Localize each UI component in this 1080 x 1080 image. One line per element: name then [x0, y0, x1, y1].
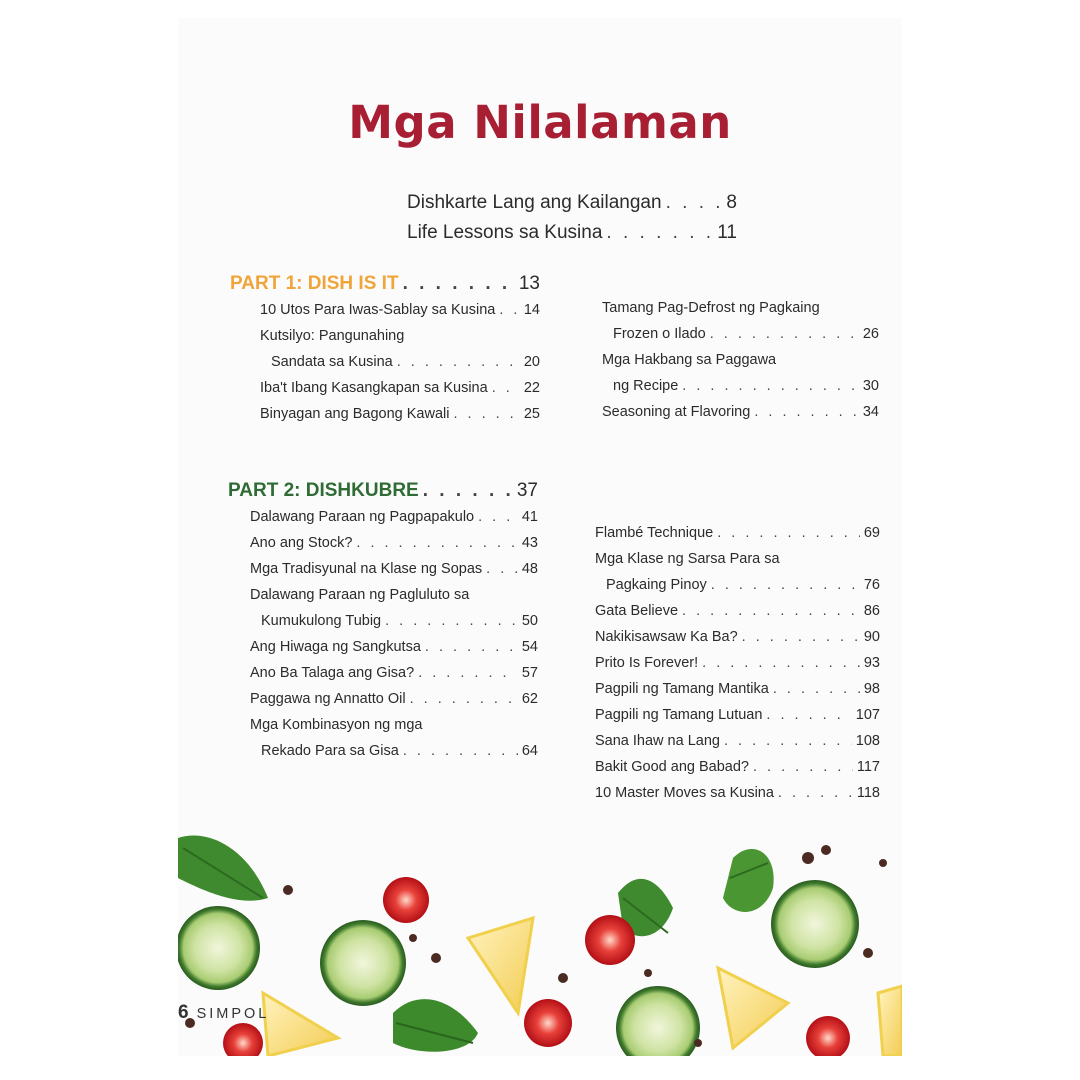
- toc-entry: [407, 188, 737, 218]
- dot-leader: [666, 188, 723, 218]
- chili-slice-icon: [383, 877, 429, 923]
- toc-entry-label: Sandata sa Kusina: [271, 354, 393, 370]
- toc-entry-page: 107: [855, 707, 880, 723]
- part2-left-list: [250, 504, 538, 764]
- lemon-wedge-icon: [263, 993, 338, 1056]
- dot-leader: [717, 520, 860, 546]
- toc-entry-label: 10 Master Moves sa Kusina: [595, 785, 774, 801]
- toc-entry-page: 86: [863, 603, 880, 619]
- toc-entry-page: 117: [856, 759, 880, 775]
- toc-entry: [602, 399, 879, 425]
- toc-entry-page: 54: [521, 639, 538, 655]
- dot-leader: [773, 676, 860, 702]
- toc-entry-label: Nakikisawsaw Ka Ba?: [595, 629, 738, 645]
- parsley-leaf-icon: [178, 836, 268, 901]
- toc-entry-label: Binyagan ang Bagong Kawali: [260, 406, 450, 422]
- toc-entry-page: 41: [521, 509, 538, 525]
- dot-leader: [397, 349, 520, 375]
- part-heading-page: 37: [516, 480, 538, 501]
- toc-entry: [595, 780, 880, 806]
- dot-leader: [425, 634, 518, 660]
- toc-entry-page: 108: [855, 733, 880, 749]
- toc-entry-label: Dalawang Paraan ng Pagpapakulo: [250, 509, 475, 525]
- toc-entry-page: 57: [521, 665, 538, 681]
- part2-section: [228, 478, 538, 764]
- part2-right-list: [595, 520, 880, 806]
- toc-entry-label: Tamang Pag-Defrost ng Pagkaing: [602, 300, 820, 316]
- toc-entry: [602, 321, 879, 347]
- dot-leader: [486, 556, 518, 582]
- lemon-wedge-icon: [718, 968, 788, 1048]
- dot-leader: [606, 218, 713, 248]
- dot-leader: [724, 728, 852, 754]
- toc-entry-label: Ano Ba Talaga ang Gisa?: [250, 665, 415, 681]
- toc-entry-label: Prito Is Forever!: [595, 655, 699, 671]
- toc-entry-page: 8: [726, 192, 737, 213]
- dot-leader: [710, 321, 859, 347]
- page-title: Mga Nilalaman: [348, 96, 732, 149]
- dot-leader: [403, 738, 518, 764]
- page-number: 6: [178, 1002, 189, 1023]
- toc-entry-label: Kutsilyo: Pangunahing: [260, 328, 405, 344]
- toc-entry-page: 93: [863, 655, 880, 671]
- toc-entry: [595, 702, 880, 728]
- toc-entry-label: Mga Hakbang sa Paggawa: [602, 352, 777, 368]
- toc-entry: [407, 218, 737, 248]
- dot-leader: [410, 686, 518, 712]
- toc-entry-page: 25: [523, 406, 540, 422]
- parsley-leaf-icon: [723, 849, 774, 912]
- toc-entry-page: 98: [863, 681, 880, 697]
- toc-entry: [260, 401, 540, 427]
- toc-entry: [595, 624, 880, 650]
- toc-entry-page: 11: [717, 222, 737, 243]
- dot-leader: [766, 702, 851, 728]
- toc-entry-label: Life Lessons sa Kusina: [407, 222, 603, 243]
- toc-entry: [250, 608, 538, 634]
- dot-leader: [711, 572, 860, 598]
- chili-slice-icon: [585, 915, 635, 965]
- toc-entry-label: ng Recipe: [613, 378, 679, 394]
- toc-entry: [595, 598, 880, 624]
- toc-entry-page: 50: [521, 613, 538, 629]
- toc-entry: [602, 295, 879, 321]
- toc-entry-label: Iba't Ibang Kasangkapan sa Kusina: [260, 380, 488, 396]
- parsley-leaf-icon: [393, 999, 478, 1052]
- toc-entry: [260, 349, 540, 375]
- toc-entry-label: Bakit Good ang Babad?: [595, 759, 749, 775]
- toc-entry-label: Pagpili ng Tamang Mantika: [595, 681, 769, 697]
- toc-entry-label: Flambé Technique: [595, 525, 714, 541]
- toc-entry-label: Kumukulong Tubig: [261, 613, 382, 629]
- toc-entry: [250, 712, 538, 738]
- dot-leader: [423, 478, 513, 504]
- dot-leader: [356, 530, 517, 556]
- chili-slice-icon: [524, 999, 572, 1047]
- cucumber-slice-icon: [771, 880, 859, 968]
- toc-entry-page: 64: [521, 743, 538, 759]
- toc-entry: [250, 556, 538, 582]
- toc-entry-page: 48: [521, 561, 538, 577]
- part2-heading: [228, 478, 538, 504]
- toc-entry-label: Pagpili ng Tamang Lutuan: [595, 707, 763, 723]
- toc-entry-label: Paggawa ng Annatto Oil: [250, 691, 406, 707]
- toc-entry-page: 90: [863, 629, 880, 645]
- toc-entry: [595, 754, 880, 780]
- toc-entry-page: 34: [862, 404, 879, 420]
- toc-entry-label: Mga Kombinasyon ng mga: [250, 717, 423, 733]
- toc-entry: [260, 323, 540, 349]
- toc-entry-label: Rekado Para sa Gisa: [261, 743, 399, 759]
- dot-leader: [778, 780, 853, 806]
- toc-entry: [260, 375, 540, 401]
- dot-leader: [499, 297, 520, 323]
- toc-entry: [250, 530, 538, 556]
- toc-intro: [407, 188, 737, 248]
- cucumber-slice-icon: [178, 906, 260, 990]
- toc-entry: [250, 634, 538, 660]
- book-title: SIMPOL: [196, 1006, 270, 1022]
- toc-entry-page: 118: [856, 785, 880, 801]
- toc-entry-label: Dishkarte Lang ang Kailangan: [407, 192, 662, 213]
- part-heading-label: PART 1: DISH IS IT: [230, 273, 399, 294]
- dot-leader: [753, 754, 853, 780]
- toc-entry-label: Ang Hiwaga ng Sangkutsa: [250, 639, 421, 655]
- toc-entry: [250, 504, 538, 530]
- book-page: [178, 18, 902, 1056]
- part1-left-list: [260, 297, 540, 427]
- toc-entry-label: Ano ang Stock?: [250, 535, 353, 551]
- dot-leader: [682, 373, 859, 399]
- dot-leader: [754, 399, 859, 425]
- dot-leader: [702, 650, 860, 676]
- toc-entry-label: Dalawang Paraan ng Pagluluto sa: [250, 587, 470, 603]
- toc-entry-label: Mga Klase ng Sarsa Para sa: [595, 551, 780, 567]
- dot-leader: [492, 375, 520, 401]
- chili-slice-icon: [806, 1016, 850, 1056]
- dot-leader: [682, 598, 860, 624]
- part1-right-list: [602, 295, 879, 425]
- page-footer: [178, 1002, 269, 1024]
- toc-entry: [595, 546, 880, 572]
- cucumber-slice-icon: [616, 986, 700, 1056]
- toc-entry-page: 69: [863, 525, 880, 541]
- cucumber-slice-icon: [320, 920, 406, 1006]
- toc-entry-label: Gata Believe: [595, 603, 679, 619]
- toc-entry-label: Pagkaing Pinoy: [606, 577, 707, 593]
- toc-entry: [250, 686, 538, 712]
- toc-entry-page: 76: [863, 577, 880, 593]
- dot-leader: [742, 624, 860, 650]
- toc-entry: [260, 297, 540, 323]
- toc-entry-label: Seasoning at Flavoring: [602, 404, 751, 420]
- toc-entry: [595, 520, 880, 546]
- toc-entry-page: 14: [523, 302, 540, 318]
- dot-leader: [385, 608, 518, 634]
- toc-entry: [595, 572, 880, 598]
- toc-entry: [595, 676, 880, 702]
- toc-entry: [250, 738, 538, 764]
- dot-leader: [403, 271, 515, 297]
- toc-entry-page: 43: [521, 535, 538, 551]
- toc-entry-label: 10 Utos Para Iwas-Sablay sa Kusina: [260, 302, 496, 318]
- toc-entry: [602, 347, 879, 373]
- part-heading-page: 13: [518, 273, 540, 294]
- part-heading-label: PART 2: DISHKUBRE: [228, 480, 419, 501]
- part1-section: [230, 271, 540, 427]
- toc-entry: [250, 582, 538, 608]
- toc-entry-page: 22: [523, 380, 540, 396]
- vegetable-illustration: [178, 818, 902, 1056]
- dot-leader: [453, 401, 519, 427]
- lemon-wedge-icon: [468, 918, 533, 1013]
- part1-heading: [230, 271, 540, 297]
- dot-leader: [418, 660, 518, 686]
- toc-entry-label: Sana Ihaw na Lang: [595, 733, 720, 749]
- lemon-wedge-icon: [878, 986, 902, 1056]
- toc-entry-label: Mga Tradisyunal na Klase ng Sopas: [250, 561, 483, 577]
- chili-slice-icon: [223, 1023, 263, 1056]
- toc-entry-page: 30: [862, 378, 879, 394]
- toc-entry: [595, 728, 880, 754]
- toc-entry: [595, 650, 880, 676]
- toc-entry: [602, 373, 879, 399]
- toc-entry: [250, 660, 538, 686]
- toc-entry-page: 62: [521, 691, 538, 707]
- dot-leader: [478, 504, 518, 530]
- toc-entry-page: 20: [523, 354, 540, 370]
- toc-entry-page: 26: [862, 326, 879, 342]
- toc-entry-label: Frozen o Ilado: [613, 326, 706, 342]
